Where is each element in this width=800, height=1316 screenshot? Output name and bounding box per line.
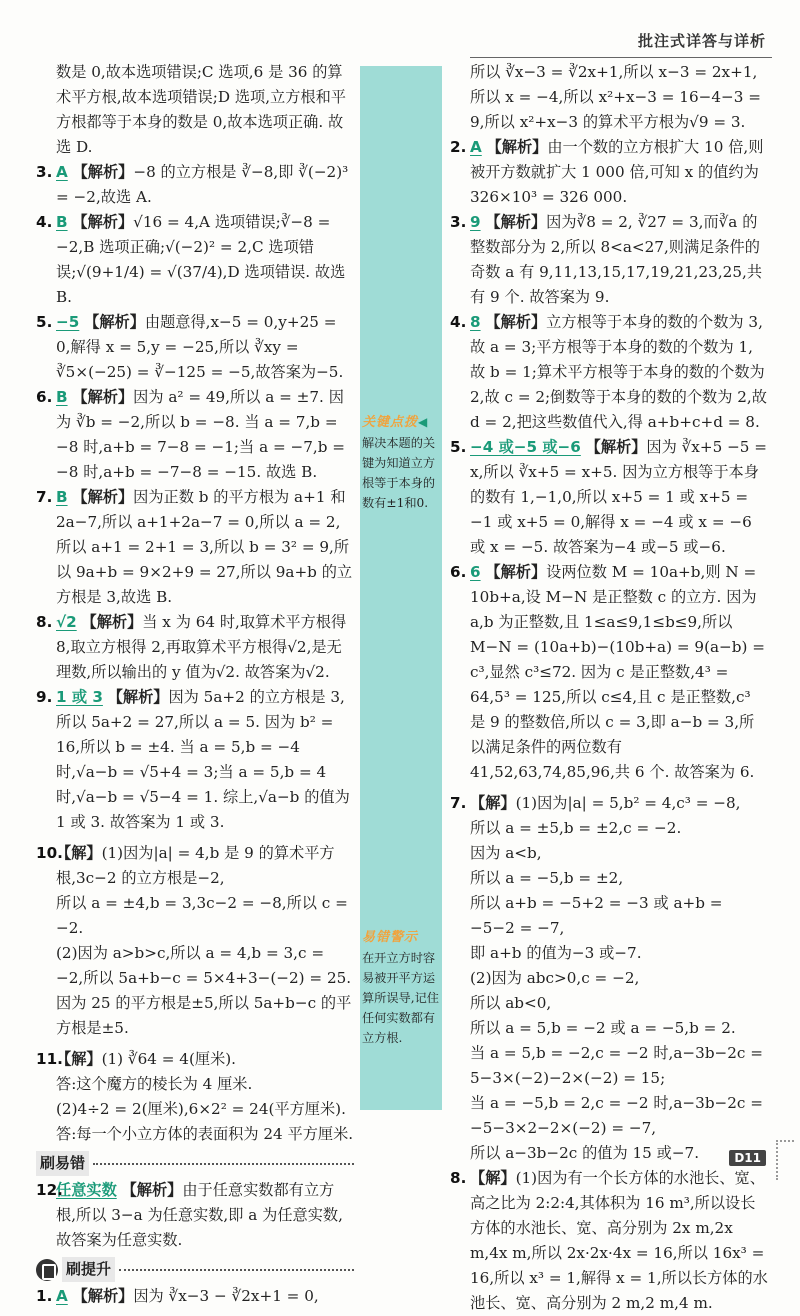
analysis-tag: 【解析】	[72, 163, 134, 181]
question-6	[36, 385, 354, 485]
question-text: 当 x 为 64 时,取算术平方根得 8,取立方根得 2,再取算术平方根得√2,是无理数,所以输出的 y 值为√2. 故答案为√2.	[56, 613, 347, 681]
page-number: D11	[729, 1150, 766, 1166]
analysis-tag: 【解析】	[72, 213, 134, 231]
error-warning-title: 易错警示	[362, 930, 419, 945]
answer: A	[56, 163, 68, 181]
answer: 9	[470, 213, 481, 231]
error-warning-note	[360, 928, 442, 1048]
solution-line: 当 a = −5,b = 2,c = −2 时,a−3b−2c = −5−3×2−2×(−2) = −7,	[470, 1094, 763, 1137]
section-label: 刷易错	[36, 1151, 89, 1176]
paragraph-continued: 所以 ∛x−3 = ∛2x+1,所以 x−3 = 2x+1,所以 x = −4,所以 x²+x−3 = 16−4−3 = 9,所以 x²+x−3 的算术平方根为√9 = 3.	[470, 63, 761, 131]
question-6	[450, 560, 768, 785]
question-text: √16 = 4,A 选项错误;∛−8 = −2,B 选项正确;√(−2)² = 2,C 选项错误;√(9+1/4) = √(37/4),D 选项错误. 故选 B.	[56, 213, 346, 306]
key-point-text: 解决本题的关键为知道立方根等于本身的数有±1和0.	[362, 436, 436, 510]
question-3	[450, 210, 768, 310]
answer: −5	[56, 313, 80, 331]
section-divider	[93, 1163, 354, 1165]
section-label: 刷提升	[62, 1257, 115, 1282]
left-column	[36, 60, 354, 1309]
solution-line: (1) ∛64 = 4(厘米).	[101, 1050, 237, 1068]
solution-line: 即 a+b 的值为−3 或−7.	[470, 944, 642, 962]
arrow-icon: ◀	[418, 415, 428, 429]
question-text: 因为正数 b 的平方根为 a+1 和 2a−7,所以 a+1+2a−7 = 0,所以 a = 2,所以 a+1 = 2+1 = 3,所以 b = 3² = 9,所以 9a+b = 9×2+9 = 27,所以 9a+b 的立方根是 3,故选 B.	[56, 488, 353, 606]
solution-line: 所以 a = −5,b = ±2,	[470, 869, 624, 887]
solution-line: (1)因为|a| = 5,b² = 4,c³ = −8,	[515, 794, 741, 812]
question-number: 10.	[36, 844, 63, 862]
header-rule	[470, 57, 772, 58]
answer: B	[56, 213, 68, 231]
question-text: 由题意得,x−5 = 0,y+25 = 0,解得 x = 5,y = −25,所以 ∛xy = ∛5×(−25) = ∛−125 = −5,故答案为−5.	[56, 313, 344, 381]
key-point-title: 关键点拨	[362, 415, 419, 430]
section-divider	[119, 1269, 354, 1271]
solution-line: 所以 ab<0,	[470, 994, 552, 1012]
question-5	[450, 435, 768, 560]
analysis-tag: 【解析】	[585, 438, 647, 456]
key-point-note	[360, 412, 442, 513]
analysis-tag: 【解析】	[72, 1287, 134, 1305]
error-warning-text: 在开立方时容易被开平方运算所误导,记住任何实数都有立方根.	[362, 951, 439, 1045]
question-number: 2.	[450, 138, 467, 156]
solution-line: 所以 a = ±4,b = 3,3c−2 = −8,所以 c = −2.	[56, 894, 348, 937]
analysis-tag: 【解析】	[121, 1181, 183, 1199]
solution-line: 所以 a−3b−2c 的值为 15 或−7.	[470, 1144, 700, 1162]
question-4	[36, 210, 354, 310]
question-number: 11.	[36, 1050, 63, 1068]
question-number: 8.	[450, 1169, 467, 1187]
analysis-tag: 【解析】	[485, 563, 547, 581]
question-1	[36, 1284, 354, 1309]
question-text: 立方根等于本身的数的个数为 3,故 a = 3;平方根等于本身的数的个数为 1,故 b = 1;算术平方根等于本身的数的个数为 2,故 c = 2;倒数等于本身的数的个数为 2,故 d = 2,把这些数值代入,得 a+b+c+d = 8.	[470, 313, 767, 431]
question-4	[450, 310, 768, 435]
question-8	[450, 1166, 768, 1316]
solution-line: 所以 a = 5,b = −2 或 a = −5,b = 2.	[470, 1019, 736, 1037]
question-number: 12.	[36, 1181, 63, 1199]
solution-line: 所以 a+b = −5+2 = −3 或 a+b = −5−2 = −7,	[470, 894, 723, 937]
answer: 任意实数	[56, 1181, 117, 1199]
analysis-tag: 【解析】	[486, 138, 548, 156]
question-number: 5.	[450, 438, 467, 456]
analysis-tag: 【解析】	[72, 488, 134, 506]
question-7	[450, 791, 768, 1166]
question-number: 5.	[36, 313, 53, 331]
question-text: (1)因为有一个长方体的水池长、宽、高之比为 2:2:4,其体积为 16 m³,所以设长方体的水池长、宽、高分别为 2x m,2x m,4x m,所以 2x·2x·4x = 16,所以 16x³ = 16,所以 x³ = 1,解得 x = 1,所以长方体的水池长、宽、高分别为 2 m,2 m,4 m.	[470, 1169, 768, 1312]
analysis-tag: 【解析】	[107, 688, 169, 706]
solution-line: 所以 a = ±5,b = ±2,c = −2.	[470, 819, 682, 837]
question-3	[36, 160, 354, 210]
question-text: −8 的立方根是 ∛−8,即 ∛(−2)³ = −2,故选 A.	[56, 163, 349, 206]
question-text: 因为 5a+2 的立方根是 3,所以 5a+2 = 27,所以 a = 5. 因为 b² = 16,所以 b = ±4. 当 a = 5,b = −4 时,√a−b = √5+4 = 3;当 a = 5,b = 4 时,√a−b = √5−4 = 1. 综上,√a−b 的值为 1 或 3. 故答案为 1 或 3.	[56, 688, 350, 831]
page-header-title: 批注式详答与详析	[637, 32, 766, 50]
question-9	[36, 685, 354, 835]
analysis-tag: 【解析】	[84, 313, 145, 331]
solution-line: (1)因为|a| = 4,b 是 9 的算术平方根,3c−2 的立方根是−2,	[56, 844, 335, 887]
question-number: 8.	[36, 613, 53, 631]
question-text: 因为 ∛x+5 −5 = x,所以 ∛x+5 = x+5. 因为立方根等于本身的数有 1,−1,0,所以 x+5 = 1 或 x+5 = −1 或 x+5 = 0,解得 x = −4 或 x = −6 或 x = −5. 故答案为−4 或−5 或−6.	[470, 438, 768, 556]
right-column	[450, 60, 768, 1316]
answer: A	[56, 1287, 68, 1305]
question-5	[36, 310, 354, 385]
question-11	[36, 1047, 354, 1147]
question-number: 1.	[36, 1287, 53, 1305]
analysis-tag: 【解析】	[485, 213, 547, 231]
question-10	[36, 841, 354, 1041]
section-header-improve	[36, 1257, 354, 1282]
question-number: 4.	[36, 213, 53, 231]
question-number: 3.	[450, 213, 467, 231]
answer: B	[56, 488, 68, 506]
answer: A	[470, 138, 482, 156]
solution-tag: 【解】	[56, 1050, 102, 1068]
solution-line: (2)因为 a>b>c,所以 a = 4,b = 3,c = −2,所以 5a+b−c = 5×4+3−(−2) = 25. 因为 25 的平方根是±5,所以 5a+b−c 的平方根是±5.	[56, 944, 352, 1037]
solution-line: 答:这个魔方的棱长为 4 厘米.	[56, 1075, 253, 1093]
question-number: 7.	[450, 794, 467, 812]
answer: 8	[470, 313, 481, 331]
answer: √2	[56, 613, 77, 631]
question-text: 由于任意实数都有立方根,所以 3−a 为任意实数,即 a 为任意实数,故答案为任意实数.	[56, 1181, 343, 1249]
answer: −4 或−5 或−6	[470, 438, 581, 456]
paragraph-continued: 数是 0,故本选项错误;C 选项,6 是 36 的算术平方根,故本选项错误;D 选项,立方根和平方根都等于本身的数是 0,故本选项正确. 故选 D.	[56, 63, 346, 156]
solution-line: 当 a = 5,b = −2,c = −2 时,a−3b−2c = 5−3×(−2)−2×(−2) = 15;	[470, 1044, 763, 1087]
answer: 1 或 3	[56, 688, 103, 706]
question-8	[36, 610, 354, 685]
question-2	[450, 135, 768, 210]
question-text: 因为 a² = 49,所以 a = ±7. 因为 ∛b = −2,所以 b = −8. 当 a = 7,b = −8 时,a+b = 7−8 = −1;当 a = −7,b = −8 时,a+b = −7−8 = −15. 故选 B.	[56, 388, 345, 481]
solution-tag: 【解】	[470, 1169, 516, 1187]
solution-line: (2)因为 abc>0,c = −2,	[470, 969, 640, 987]
corner-decoration	[776, 1140, 794, 1180]
question-number: 4.	[450, 313, 467, 331]
section-header-mistakes	[36, 1151, 354, 1176]
question-12	[36, 1178, 354, 1253]
solution-line: 答:每一个小立方体的表面积为 24 平方厘米.	[56, 1125, 354, 1143]
book-icon	[36, 1259, 58, 1281]
answer: 6	[470, 563, 481, 581]
question-7	[36, 485, 354, 610]
question-number: 9.	[36, 688, 53, 706]
solution-tag: 【解】	[470, 794, 516, 812]
question-text: 因为∛8 = 2, ∛27 = 3,而∛a 的整数部分为 2,所以 8<a<27,则满足条件的奇数 a 有 9,11,13,15,17,19,21,23,25,共有 9 个. 故答案为 9.	[470, 213, 763, 306]
question-text: 设两位数 M = 10a+b,则 N = 10b+a,设 M−N 是正整数 c 的立方. 因为 a,b 为正整数,且 1≤a≤9,1≤b≤9,所以 M−N = (10a+b)−(10b+a) = 9(a−b) = c³,显然 c³≤72. 因为 c 是正整数,4³ = 64,5³ = 125,所以 c≤4,且 c 是正整数,c³ 是 9 的整数倍,所以 c = 3,即 a−b = 3,所以满足条件的两位数有 41,52,63,74,85,96,共 6 个. 故答案为 6.	[470, 563, 765, 781]
analysis-tag: 【解析】	[72, 388, 134, 406]
solution-line: (2)4÷2 = 2(厘米),6×2² = 24(平方厘米).	[56, 1100, 346, 1118]
question-number: 6.	[450, 563, 467, 581]
question-number: 6.	[36, 388, 53, 406]
question-number: 7.	[36, 488, 53, 506]
question-number: 3.	[36, 163, 53, 181]
question-text: 因为 ∛x−3 − ∛2x+1 = 0,	[133, 1287, 319, 1305]
question-text: 由一个数的立方根扩大 10 倍,则被开方数就扩大 1 000 倍,可知 x 的值约为 326×10³ = 326 000.	[470, 138, 764, 206]
analysis-tag: 【解析】	[485, 313, 547, 331]
analysis-tag: 【解析】	[81, 613, 143, 631]
solution-tag: 【解】	[56, 844, 102, 862]
answer: B	[56, 388, 68, 406]
solution-line: 因为 a<b,	[470, 844, 542, 862]
